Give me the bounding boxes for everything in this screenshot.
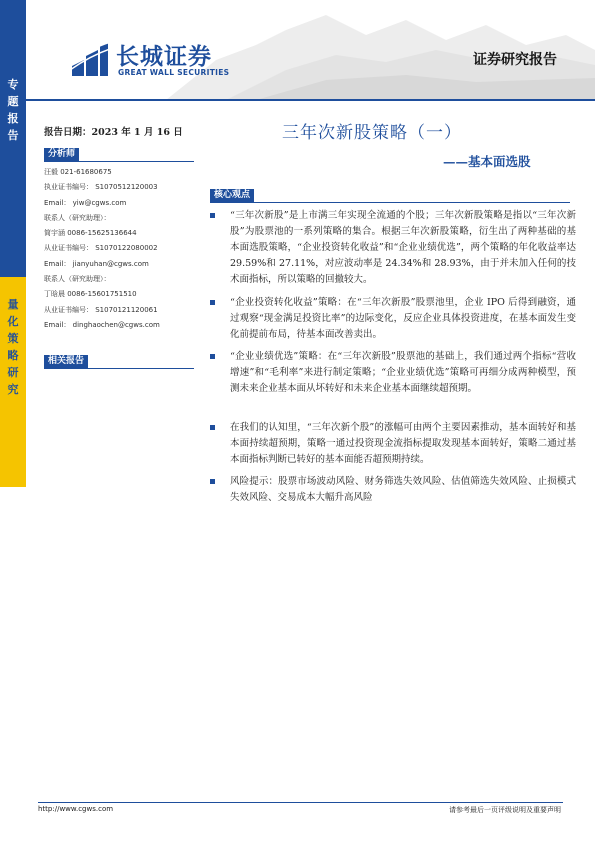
bullet-text: 风险提示：股票市场波动风险、财务筛选失效风险、估值筛选失效风险、止损模式失效风险、交易成本大幅升高风险 [230, 476, 576, 503]
square-bullet-icon [210, 300, 215, 305]
side-label-category [0, 296, 26, 398]
analyst-line: 从业证书编号： S1070122080002 [44, 244, 158, 253]
bullet-text: “企业业绩优选”策略：在“三年次新股”股票池的基础上，我们通过两个指标“营收增速”和“毛利率”来进行制定策略；“企业业绩优选”策略可再细分成两种模型，预测未来企业基本面从坏转好和未来企业基本面继续超预期。 [230, 351, 576, 394]
analyst-line: Email： yiw@cgws.com [44, 198, 127, 207]
side-label-char: 量 [7, 298, 19, 311]
side-label-char: 研 [7, 366, 19, 379]
side-label-char: 专 [7, 78, 19, 91]
bullet-text: “三年次新股”是上市满三年实现全流通的个股；三年次新股策略是指以“三年次新股”为股票池的一系列策略的集合。根据三年次新股策略，衍生出了两种基础的基本面选股策略，“企业投资转化收益”和“企业业绩优选”，两个策略的年化收益率达 29.59%和 27.11%，对应波动率是 24.34%和 28.93%，由于并未加入任何的技术面指标，所以策略的回撤较大。 [230, 210, 576, 285]
analyst-line: Email： jianyuhan@cgws.com [44, 259, 149, 268]
report-subtitle: ——基本面选股 [443, 154, 531, 169]
side-label-char: 化 [7, 315, 19, 328]
side-label-report-type [0, 76, 26, 144]
analyst-line: 联系人（研究助理）： [44, 213, 111, 222]
square-bullet-icon [210, 213, 215, 218]
bullet-text: “企业投资转化收益”策略：在“三年次新股”股票池里，企业 IPO 后得到融资，通过观察“现金满足投资比率”的边际变化，反应企业具体投资进度，在基本面发生变化前提前布局，待基本面改善卖出。 [230, 297, 576, 340]
brand-name-cn: 长城证券 [116, 44, 212, 70]
side-bar [0, 0, 26, 841]
analyst-section-line [44, 161, 194, 162]
footer-divider [38, 802, 563, 803]
report-title: 三年次新股策略（一） [282, 123, 462, 143]
bullet-text: 在我们的认知里，“三年次新个股”的涨幅可由两个主要因素推动，基本面转好和基本面持续超预期，策略一通过投资现金流指标提取发现基本面转好，策略二通过基本面指标判断已转好的基本面能否超预期持续。 [230, 422, 576, 465]
footer-website-link[interactable]: http://www.cgws.com [38, 805, 114, 813]
square-bullet-icon [210, 479, 215, 484]
side-label-char: 题 [7, 95, 19, 108]
side-label-char: 略 [7, 349, 19, 362]
side-label-char: 策 [7, 332, 19, 345]
header-divider [26, 99, 595, 101]
brand-name-en: GREAT WALL SECURITIES [118, 68, 230, 77]
analyst-line: 联系人（研究助理）： [44, 275, 111, 284]
great-wall-logo-icon [70, 40, 110, 78]
analyst-line: 执业证书编号： S1070512120003 [44, 183, 158, 192]
square-bullet-icon [210, 425, 215, 430]
analyst-line: 从业证书编号： S1070121120061 [44, 305, 158, 314]
core-views-line [210, 202, 570, 203]
side-label-char: 告 [7, 129, 19, 142]
side-label-char: 报 [7, 112, 19, 125]
analyst-line: 汪毅 021-61680675 [44, 168, 112, 176]
related-reports-line [44, 368, 194, 369]
analyst-line: 简宇涵 0086-15625136644 [44, 229, 137, 238]
analyst-line: Email： dinghaochen@cgws.com [44, 320, 160, 329]
square-bullet-icon [210, 354, 215, 359]
analyst-list [44, 165, 194, 333]
core-views-title: 核心观点 [210, 189, 254, 202]
analyst-line: 丁晗晨 0086-15601751510 [44, 290, 137, 299]
related-reports-title: 相关报告 [44, 355, 88, 368]
report-date: 报告日期：2023 年 1 月 16 日 [44, 127, 183, 138]
side-label-char: 究 [7, 383, 19, 396]
document-type: 证券研究报告 [473, 52, 557, 68]
analyst-section-title: 分析师 [44, 148, 79, 161]
footer-disclaimer-note: 请参考最后一页评级说明及重要声明 [449, 806, 561, 814]
page-header [26, 0, 595, 100]
